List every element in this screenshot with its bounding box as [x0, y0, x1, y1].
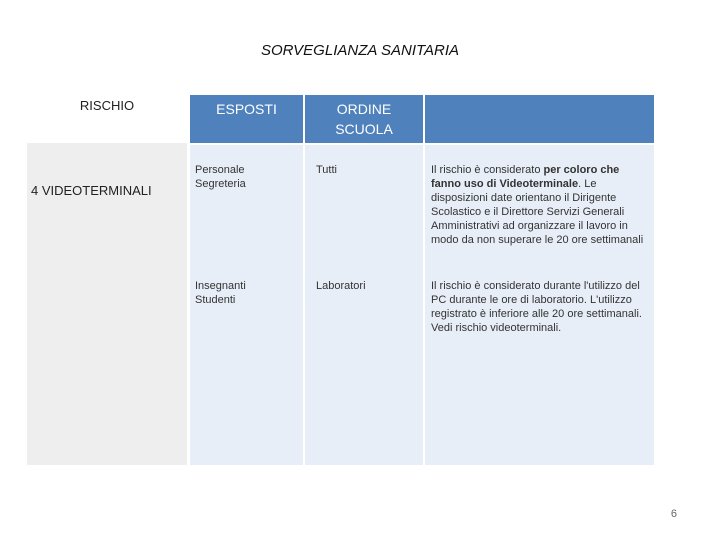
table-row-1-ordine: Tutti	[316, 164, 337, 176]
note-text: . Le disposizioni date orientano il Dirigente Scolastico e il Direttore Servizi Generali Amministrativi ad organizzare il lavoro in modo da non superare le 20 ore settimanali	[431, 178, 644, 246]
table-row-1-note	[431, 163, 651, 247]
esposti-line: Studenti	[195, 294, 236, 306]
page-number: 6	[670, 508, 677, 520]
note-bold-text: fanno uso di Videoterminale	[431, 178, 579, 190]
table-row-2-note	[431, 279, 651, 335]
header-note	[425, 95, 654, 143]
column-separator	[303, 145, 305, 465]
risk-value: 4 VIDEOTERMINALI	[31, 183, 152, 198]
table-row-2-ordine: Laboratori	[316, 280, 366, 292]
header-ordine-line1: ORDINE	[336, 101, 392, 117]
table-row-1-esposti	[195, 163, 300, 191]
risk-cell	[27, 143, 187, 465]
note-text: Il rischio è considerato	[431, 164, 544, 176]
esposti-line: Insegnanti	[195, 280, 246, 292]
header-ordine-scuola	[305, 95, 423, 143]
note-text: Vedi rischio videoterminali.	[431, 322, 562, 334]
column-separator	[423, 145, 425, 465]
page-title: SORVEGLIANZA SANITARIA	[260, 42, 460, 59]
table-row-2-esposti	[195, 279, 300, 307]
note-bold-text: per coloro che	[543, 164, 620, 176]
risk-column-header: RISCHIO	[79, 98, 135, 113]
esposti-line: Segreteria	[195, 178, 246, 190]
table-header	[190, 95, 654, 143]
header-ordine-line2: SCUOLA	[335, 121, 393, 137]
header-esposti	[190, 95, 303, 143]
note-text: Il rischio è considerato durante l'utilizzo del PC durante le ore di laboratorio. L'utilizzo registrato è inferiore alle 20 ore settimanali.	[431, 280, 642, 320]
header-esposti-label: ESPOSTI	[216, 101, 277, 117]
esposti-line: Personale	[195, 164, 245, 176]
